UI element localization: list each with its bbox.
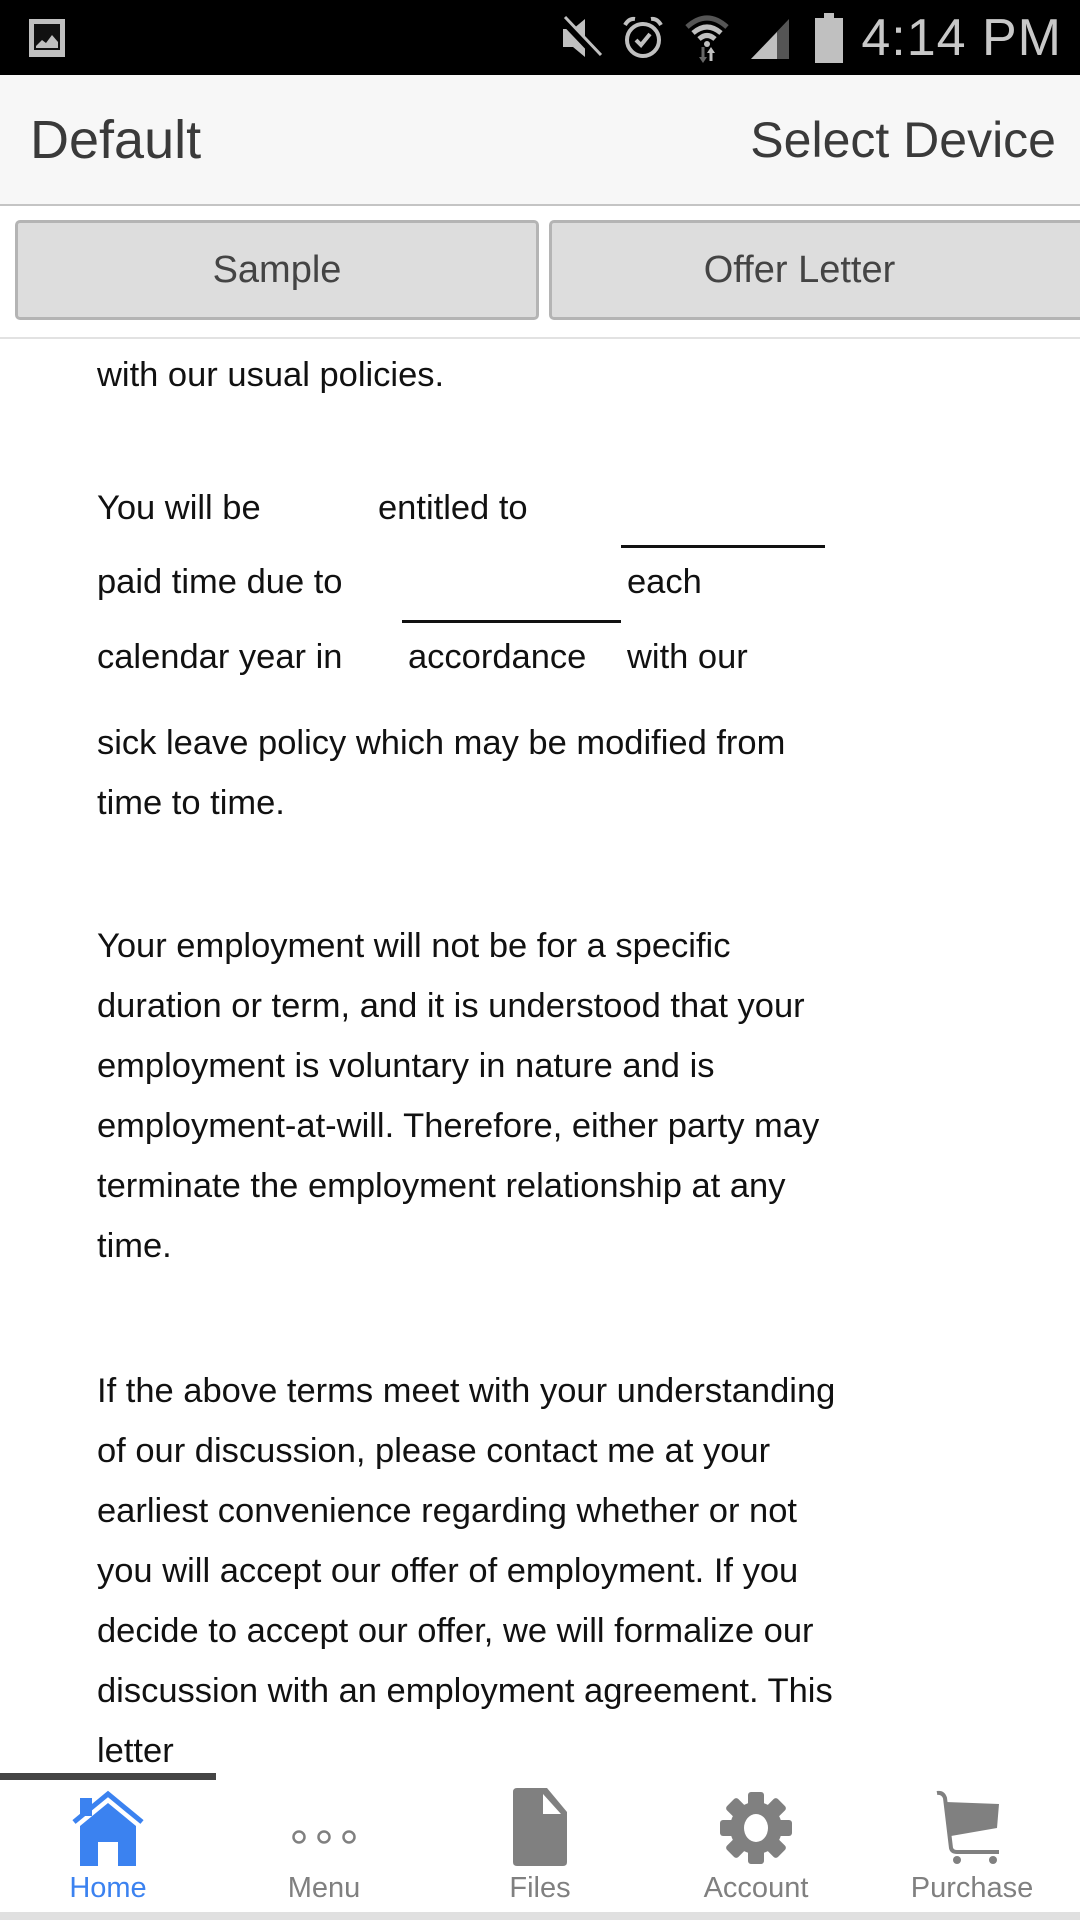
status-time: 4:14 PM [861,8,1062,67]
document-tabs [0,208,1080,339]
nav-label: Home [69,1872,147,1904]
tab-offer-letter[interactable] [549,220,1080,320]
battery-icon [815,13,843,63]
nav-account[interactable] [648,1780,864,1912]
tab-sample[interactable] [15,220,539,320]
tab-label: Sample [212,248,342,291]
form-text: calendar year in [97,638,343,676]
mute-icon [557,15,603,61]
app-header [0,75,1080,206]
status-bar [0,0,1080,75]
nav-label: Menu [287,1872,361,1904]
form-text: paid time due to [97,563,343,601]
bottom-nav [0,1780,1080,1920]
form-text: accordance [408,638,587,676]
select-device-button[interactable]: Select Device [750,112,1056,168]
file-icon [513,1788,567,1873]
page-title: Default [30,110,202,170]
paragraph-employment-terms: Your employment will not be for a specific duration or term, and it is understood that your employment is voluntary in nature and is employment-at-will. Therefore, either party may terminate the employment relationship at any time. [97,927,820,1265]
nav-menu[interactable] [216,1780,432,1912]
nav-purchase[interactable] [864,1780,1080,1912]
form-text: entitled to [378,489,528,527]
signal-icon [749,15,797,61]
home-icon [72,1790,144,1871]
nav-home[interactable] [0,1780,216,1912]
wifi-data-icon [683,13,731,63]
paragraph-acceptance: If the above terms meet with your understanding of our discussion, please contact me at your earliest convenience regarding whether or not you will accept our offer of employment. If you decide to accept our offer, we will formalize our discussion with an employment agreement. This letter [97,1372,836,1770]
form-text: You will be [97,489,261,527]
tab-label: Offer Letter [703,248,896,291]
blank-field-2[interactable] [402,620,621,623]
scroll-indicator[interactable] [0,1773,216,1780]
text-line: with our usual policies. [97,356,445,394]
nav-files[interactable] [432,1780,648,1912]
nav-label: Purchase [910,1872,1034,1904]
gear-icon [720,1792,792,1869]
more-dots-icon [291,1828,357,1851]
cart-icon [935,1790,1009,1869]
alarm-icon [621,15,665,61]
nav-label: Account [703,1872,809,1904]
form-text: each [627,563,702,601]
paragraph-sick-leave: sick leave policy which may be modified from time to time. [97,724,786,822]
form-text: with our [627,638,748,676]
gallery-notification-icon [28,18,66,58]
nav-label: Files [509,1872,571,1904]
document-content [0,341,1080,1778]
blank-field-1[interactable] [621,545,825,548]
